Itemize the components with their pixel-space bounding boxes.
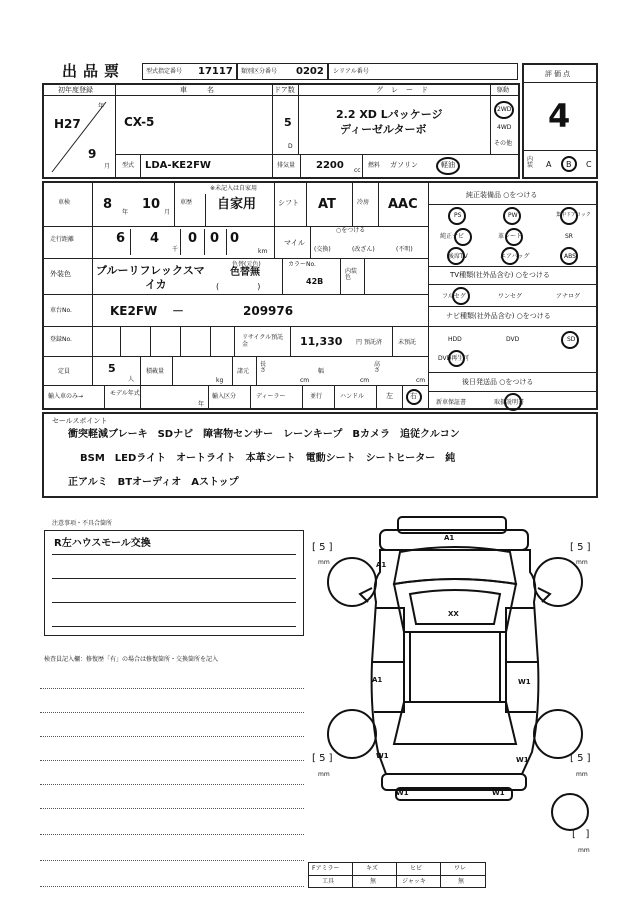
recycle-value: 11,330 — [300, 335, 343, 348]
equip-abs-circle — [560, 247, 578, 265]
tv-analog: アナログ — [556, 293, 581, 300]
shareki-value: 自家用 — [217, 197, 257, 212]
teiin-unit: 人 — [128, 376, 135, 383]
mark-rear-left: W1 — [376, 752, 389, 760]
haba-label: 幅 — [318, 368, 325, 375]
mileage-digit-1: 6 — [116, 231, 126, 246]
navi-title: ナビ種類(社外品含む) ○をつける — [446, 312, 551, 320]
first-reg-year: H27 — [54, 117, 81, 131]
doors-label: ドア数 — [274, 86, 295, 94]
mark-rear-bumper-right: W1 — [492, 789, 505, 797]
recycle-label: リサイクル預託金 — [242, 334, 284, 349]
import-kubun-label: 輸入区分 — [212, 393, 237, 400]
tread-front-right: [ 5 ] — [570, 542, 591, 553]
sales-line-1: 衝突軽減ブレーキ SDナビ 障害物センサー レーンキープ Bカメラ 追従クルコン — [68, 429, 460, 440]
sales-line-3: 正アルミ BTオーディオ Aストップ — [68, 477, 239, 488]
car-name-value: CX-5 — [124, 115, 155, 129]
tread-rear-right: [ 5 ] — [570, 753, 591, 764]
equip-navi-circle — [454, 228, 472, 246]
fuel-gasoline: ガソリン — [390, 161, 418, 169]
reikyaku-value: AAC — [388, 197, 418, 212]
shaken-year: 8 — [103, 197, 113, 212]
shaken-month-unit: 月 — [164, 209, 171, 216]
reikyaku-label: 冷房 — [357, 199, 370, 206]
equip-abs: ABS — [564, 253, 576, 260]
equip-rear-tv-circle — [447, 247, 465, 265]
acc-header-1: Fアミラー — [312, 865, 340, 872]
model-value: LDA-KE2FW — [145, 160, 211, 171]
tv-fullseg-circle — [452, 287, 470, 305]
acc-header-4: ワレ — [454, 865, 467, 872]
chassis-number: 209976 — [243, 304, 294, 318]
acc-tools-label: 工具 — [322, 878, 335, 885]
tread-rear-left-mm: mm — [318, 771, 330, 778]
notes-line-1: R左ハウスモール交換 — [54, 538, 151, 549]
color-no-label: カラーNo. — [288, 261, 316, 268]
shaken-month: 10 — [142, 197, 161, 212]
fuel-label: 燃料 — [368, 162, 381, 169]
doors-value: 5 — [284, 116, 292, 129]
equip-ps-circle — [448, 207, 466, 225]
mileage-label: 走行距離 — [50, 236, 75, 243]
mark-front-left: A1 — [376, 561, 387, 569]
chassis-dash: － — [172, 304, 185, 318]
note-jikayo: ※未記入は自家用 — [210, 185, 258, 192]
equip-leather-circle — [505, 228, 523, 246]
mile-label: マイル — [284, 239, 305, 247]
mileage-digit-3: 0 — [188, 231, 198, 246]
tv-title: TV種類(社外品含む) ○をつける — [450, 271, 550, 279]
equip-leather: 革シート — [498, 233, 523, 240]
tread-rear-left: [ 5 ] — [312, 753, 333, 764]
kouhatsu-title: 後日発送品 ○をつける — [462, 378, 534, 386]
first-reg-month: 9 — [88, 147, 97, 161]
interior-b: B — [566, 160, 572, 169]
cm-unit-3: cm — [416, 377, 426, 384]
hyoka-label: 評価点 — [545, 70, 572, 78]
grade-line1: 2.2 XD Lパッケージ — [336, 108, 443, 121]
mark-windshield: XX — [448, 610, 459, 618]
model-year-label: モデル年式 — [110, 390, 140, 397]
tv-oneseg: ワンセグ — [498, 293, 523, 300]
serial-label: シリアル番号 — [333, 68, 369, 75]
irokae-label: 色替(元色) — [232, 261, 261, 268]
handle-right: 右 — [410, 392, 417, 400]
interior-c: C — [586, 160, 592, 169]
maru-label: ○をつける — [336, 227, 366, 234]
color-value-1: ブルーリフレックスマ — [96, 264, 205, 277]
acc-jack-value: 無 — [458, 878, 465, 885]
sales-line-2: BSM LEDライト オートライト 本革シート 電動シート シートヒーター 純 — [80, 453, 456, 464]
sales-label: セールスポイント — [52, 417, 108, 425]
equip-airbag: エアバッグ — [500, 253, 530, 260]
mark-rear-right: W1 — [516, 756, 529, 764]
chassis-prefix: KE2FW — [110, 304, 158, 318]
color-label: 外装色 — [50, 270, 71, 278]
recycle-unit: 円 — [356, 339, 363, 346]
navi-dvd: DVD — [506, 336, 520, 343]
dvd-playable: DVD再生可 — [438, 355, 470, 362]
acc-header-3: ヒビ — [410, 865, 423, 872]
junsei-title: 純正装備品 ○をつける — [466, 191, 538, 199]
shoken-label: 諸元 — [237, 368, 250, 375]
car-name-label: 車名 — [180, 86, 234, 94]
kouhatsu-warranty: 新車保証書 — [436, 399, 467, 406]
koukan-label: (交換) — [314, 246, 331, 253]
mileage-digit-5: 0 — [230, 231, 240, 246]
fuel-diesel: 軽油 — [441, 161, 455, 169]
mark-front-bumper: A1 — [444, 534, 455, 542]
model-label: 型式 — [122, 162, 135, 169]
tv-fullseg: フルセグ — [442, 293, 466, 300]
inspector-label: 検査員記入欄：修復歴「有」の場合は修復箇所・交換箇所を記入 — [44, 656, 219, 663]
acc-header-2: キズ — [366, 865, 378, 872]
shaken-year-unit: 年 — [122, 209, 129, 216]
naga-label: 長さ — [260, 361, 267, 374]
first-reg-label: 初年度登録 — [58, 86, 93, 94]
ruibetsu-value: 0202 — [296, 66, 324, 77]
kouhatsu-manual-circle — [504, 393, 522, 411]
equip-sr: SR — [565, 233, 573, 240]
acc-jack-label: ジャッキ — [402, 878, 426, 885]
dvd-playable-circle — [448, 350, 465, 367]
car-damage-diagram — [310, 512, 600, 860]
sekisai-label: 積載量 — [146, 368, 165, 375]
displacement-value: 2200 — [316, 160, 344, 171]
equip-rear-tv: 後席TV — [448, 253, 468, 260]
year-unit: 年 — [98, 103, 105, 110]
score-value: 4 — [548, 97, 571, 135]
teiin-value: 5 — [108, 362, 116, 375]
kg-unit: kg — [216, 377, 224, 384]
mark-right-door: W1 — [518, 678, 531, 686]
tread-front-left-mm: mm — [318, 559, 330, 566]
katashiki-label: 型式指定番号 — [146, 68, 183, 75]
grade-label: グレード — [376, 86, 436, 94]
navi-hdd: HDD — [448, 336, 462, 343]
notes-label: 注意事項・不具合箇所 — [52, 520, 113, 527]
drive-2wd: 2WD — [497, 106, 512, 113]
cm-unit-2: cm — [360, 377, 370, 384]
color-value-2: イカ — [145, 278, 167, 291]
mark-left-door: A1 — [372, 676, 383, 684]
dealer-label: ディーラー — [256, 393, 286, 400]
equip-pw: PW — [508, 212, 518, 219]
tread-front-left: [ 5 ] — [312, 542, 333, 553]
katashiki-value: 17117 — [198, 66, 233, 77]
cm-unit-1: cm — [300, 377, 310, 384]
doors-sub: D — [288, 143, 293, 150]
takasa-label: 高さ — [374, 361, 381, 374]
color-no-value: 42B — [306, 277, 324, 286]
ruibetsu-label: 類別区分番号 — [241, 68, 278, 75]
tread-spare-mm: mm — [578, 847, 590, 854]
equip-pw-circle — [503, 207, 521, 225]
equip-airbag-circle — [501, 247, 519, 265]
yotakuzumi: 預託済 — [364, 339, 383, 346]
drive-4wd: 4WD — [497, 124, 512, 131]
teiin-label: 定員 — [58, 368, 71, 375]
drive-label: 駆動 — [497, 87, 510, 94]
displacement-unit: cc — [354, 167, 361, 174]
equip-lock: 集中ドアロック — [556, 212, 591, 218]
equip-lock-circle — [560, 207, 578, 225]
tread-front-right-mm: mm — [576, 559, 588, 566]
fumei-label: (不明) — [396, 246, 413, 253]
mileage-digit-4: 0 — [210, 231, 220, 246]
import-year-unit: 年 — [198, 401, 205, 408]
equip-navi: 純正ナビ — [440, 233, 465, 240]
chassis-label: 車台No. — [50, 307, 72, 314]
handle-left: 左 — [386, 392, 393, 400]
irokae-paren: ( ) — [216, 282, 261, 291]
import-label: 輸入車のみ→ — [48, 393, 84, 400]
miyotaku: 未預託 — [398, 339, 417, 346]
shift-value: AT — [318, 197, 336, 212]
irokae-value: 色替無 — [230, 267, 260, 278]
naisou-label: 内装色 — [345, 268, 358, 281]
shift-label: シフト — [278, 199, 299, 207]
navi-sd: SD — [567, 336, 576, 343]
equip-ps: PS — [454, 212, 462, 219]
touroku-label: 登録No. — [50, 336, 72, 343]
shareki-label: 車歴 — [180, 199, 193, 206]
month-unit: 月 — [104, 163, 111, 170]
handle-label: ハンドル — [340, 393, 365, 400]
mileage-km: km — [258, 248, 268, 255]
heiko-label: 並行 — [310, 393, 323, 400]
mark-rear-bumper-left: W1 — [396, 789, 409, 797]
grade-line2: ディーゼルターボ — [340, 123, 427, 136]
mileage-thousand: 千 — [172, 246, 179, 253]
tread-spare: [ ] — [572, 829, 590, 840]
interior-a: A — [546, 160, 552, 169]
shaken-label: 車検 — [58, 199, 71, 206]
form-title: 出品票 — [62, 62, 126, 80]
tread-rear-right-mm: mm — [576, 771, 588, 778]
drive-other: その他 — [494, 140, 513, 147]
kaizan-label: (改ざん) — [352, 246, 375, 253]
displacement-label: 排気量 — [277, 162, 296, 169]
navi-sd-circle — [561, 331, 579, 349]
acc-tools-value: 無 — [370, 878, 377, 885]
kouhatsu-manual: 取扱説明書 — [494, 399, 525, 406]
mileage-digit-2: 4 — [150, 231, 160, 246]
interior-label: 内装 — [527, 156, 534, 169]
